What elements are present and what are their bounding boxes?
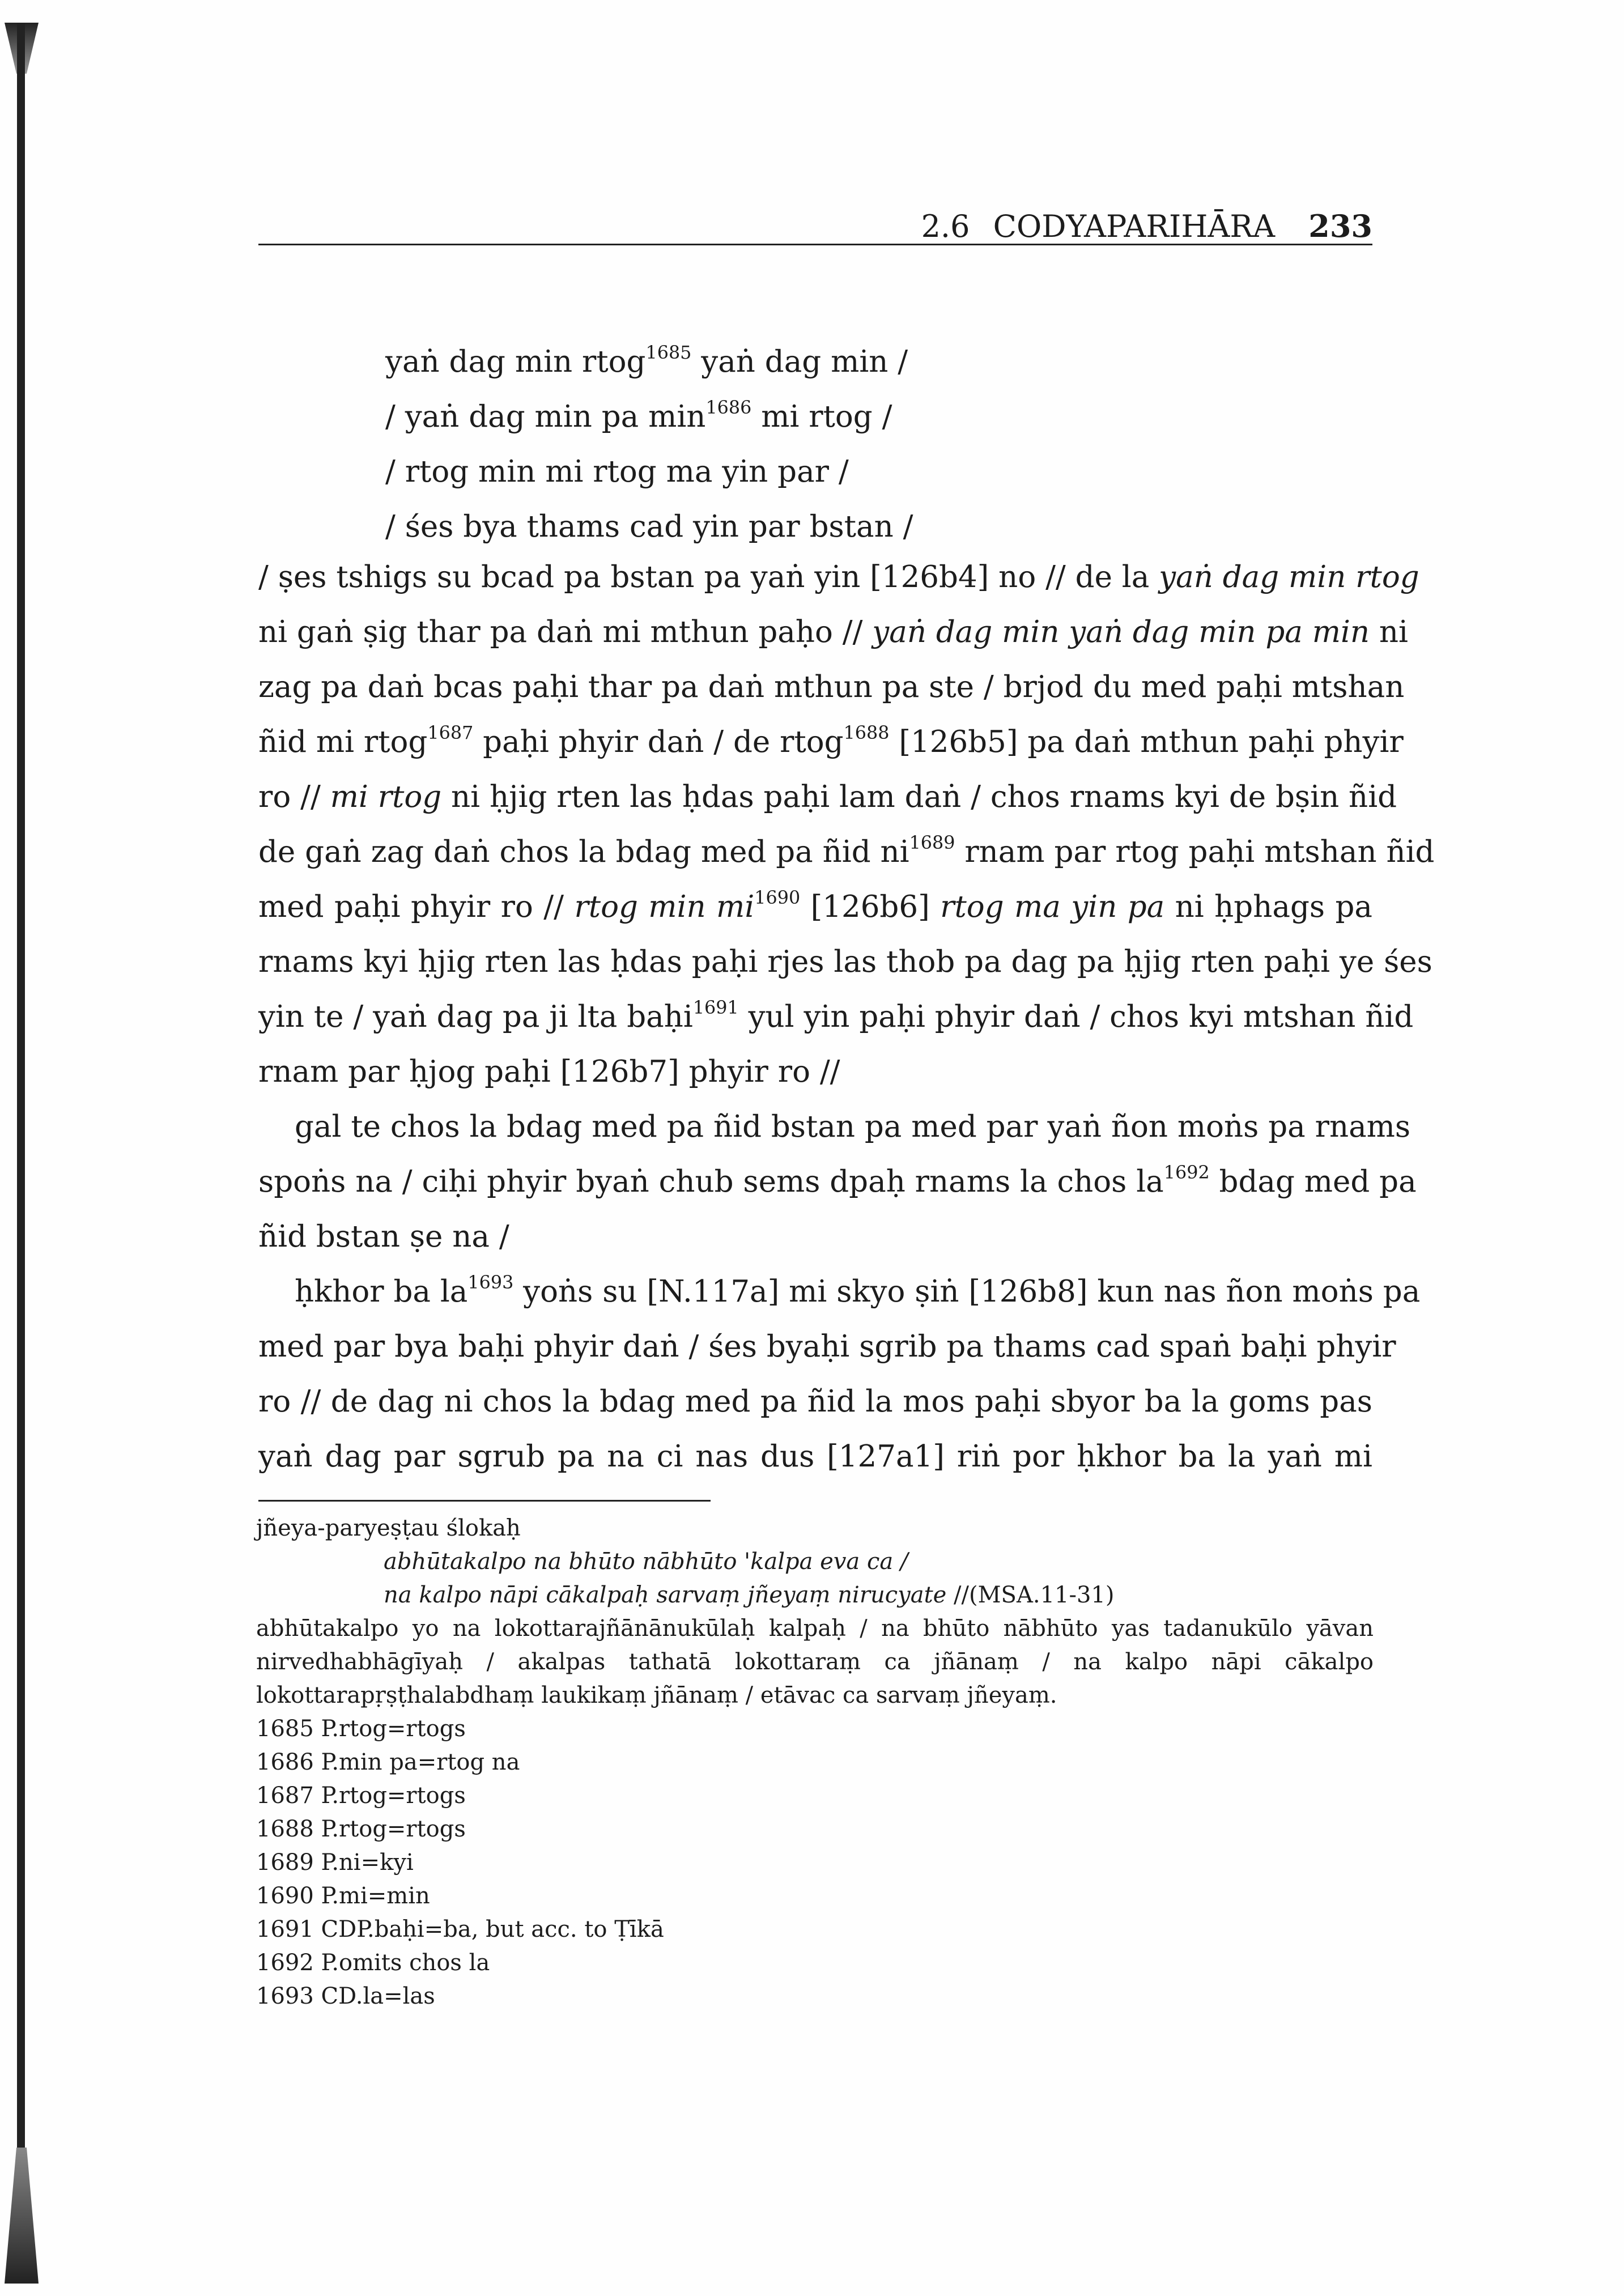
text-line: gal te chos la bdag med pa ñid bstan pa med par yaṅ ñon moṅs pa rnams bbox=[295, 1109, 1411, 1144]
main-text bbox=[258, 550, 1435, 1484]
text-line: zag pa daṅ bcas paḥi thar pa daṅ mthun pa ste / brjod du med paḥi mtshan bbox=[258, 670, 1405, 704]
footnote-1689: 1689 P.ni=kyi bbox=[256, 1849, 414, 1876]
footnotes-area bbox=[256, 1512, 1374, 2013]
text-line: ñid bstan ṣe na / bbox=[258, 1219, 509, 1254]
footnote-ref[interactable]: 1689 bbox=[909, 832, 955, 854]
sanskrit-verse-line: na kalpo nāpi cākalpaḥ sarvaṃ jñeyaṃ nirucyate //(MSA.11-31) bbox=[384, 1582, 1115, 1608]
text-line: / ṣes tshigs su bcad pa bstan pa yaṅ yin [126b4] no // de la yaṅ dag min rtog bbox=[258, 560, 1419, 594]
sanskrit-prose-line: nirvedhabhāgīyaḥ / akalpas tathatā lokottaraṃ ca jñānaṃ / na kalpo nāpi cākalpo bbox=[256, 1649, 1374, 1675]
page-number: 233 bbox=[1308, 208, 1372, 244]
footnote-ref[interactable]: 1691 bbox=[692, 997, 739, 1019]
footnote-ref[interactable]: 1692 bbox=[1163, 1162, 1210, 1184]
footnote-1692: 1692 P.omits chos la bbox=[256, 1950, 490, 1976]
footnote-1690: 1690 P.mi=min bbox=[256, 1883, 430, 1909]
footnote-list bbox=[256, 1712, 1374, 2013]
footnote-ref[interactable]: 1685 bbox=[645, 342, 692, 364]
sanskrit-prose-line: lokottarapṛṣṭhalabdhaṃ laukikaṃ jñānaṃ / etāvac ca sarvaṃ jñeyaṃ. bbox=[256, 1682, 1057, 1708]
tibetan-verse bbox=[385, 334, 913, 554]
text-line: med paḥi phyir ro // rtog $\min mi^{1690}$ [126b6] rtog ma yin pa ni ḥphags pa bbox=[258, 887, 1373, 924]
sanskrit-intro: jñeya-paryeṣṭau ślokaḥ bbox=[256, 1515, 521, 1541]
running-header bbox=[258, 209, 1372, 245]
text-line: rnam par ḥjog paḥi [126b7] phyir ro // bbox=[258, 1055, 840, 1089]
text-line: yaṅ dag par sgrub pa na ci nas dus [127a1] riṅ por ḥkhor ba la yaṅ mi bbox=[258, 1439, 1372, 1474]
text-line: spoṅs na / ciḥi phyir byaṅ chub sems dpaḥ rnams la chos $la^{1692}$ bdag med pa bbox=[258, 1162, 1417, 1199]
footnote-ref[interactable]: 1686 bbox=[705, 397, 752, 419]
footnote-1688: 1688 P.rtog=rtogs bbox=[256, 1816, 466, 1842]
text-line: de gaṅ zag daṅ chos la bdag med pa ñid $ni^{1689}$ rnam par rtog paḥi mtshan ñid bbox=[258, 832, 1435, 869]
text-line: med par bya baḥi phyir daṅ / śes byaḥi sgrib pa thams cad spaṅ baḥi phyir bbox=[258, 1329, 1396, 1364]
footnote-1686: 1686 P.min pa=rtog na bbox=[256, 1749, 520, 1775]
text-line: ro // de dag ni chos la bdag med pa ñid la mos paḥi sbyor ba la goms pas bbox=[258, 1384, 1372, 1419]
spine-bar bbox=[17, 23, 25, 2284]
section-title: CODYAPARIHĀRA bbox=[993, 209, 1276, 244]
text-line: ro // mi rtog ni ḥjig rten las ḥdas paḥi lam daṅ / chos rnams kyi de bṣin ñid bbox=[258, 780, 1397, 814]
footnote-ref[interactable]: 1688 bbox=[843, 722, 890, 744]
footnote-ref[interactable]: 1687 bbox=[427, 722, 474, 744]
verse-line: / yaṅ dag min pa $\min^{1686}$ mi rtog / bbox=[385, 397, 892, 434]
footnote-1685: 1685 P.rtog=rtogs bbox=[256, 1716, 466, 1742]
footnote-ref[interactable]: 1690 bbox=[754, 887, 801, 909]
footnote-1691: 1691 CDP.baḥi=ba, but acc. to Ṭīkā bbox=[256, 1916, 664, 1942]
text-line: yin te / yaṅ dag pa ji lta baḥi$^{1691}$ yul yin paḥi phyir daṅ / chos kyi mtshan ñid bbox=[258, 997, 1414, 1034]
verse-reference: //(MSA.11-31) bbox=[946, 1582, 1115, 1608]
text-line: rnams kyi ḥjig rten las ḥdas paḥi rjes las thob pa dag pa ḥjig rten paḥi ye śes bbox=[258, 945, 1432, 979]
book-spine-shadow bbox=[5, 23, 39, 2284]
sanskrit-prose-line: abhūtakalpo yo na lokottarajñānānukūlaḥ kalpaḥ / na bhūto nābhūto yas tadanukūlo yāvan bbox=[256, 1615, 1374, 1642]
footnote-1693: 1693 CD.la=las bbox=[256, 1983, 435, 2009]
text-line: ñid mi rtog$^{1687}$ paḥi phyir daṅ / de rtog$^{1688}$ [126b5] pa daṅ mthun paḥi phyir bbox=[258, 722, 1404, 759]
verse-line: yaṅ dag min rtog$^{1685}$ yaṅ dag min / bbox=[385, 342, 908, 379]
footnote-ref[interactable]: 1693 bbox=[467, 1272, 514, 1294]
spine-bottom-edge bbox=[5, 2148, 39, 2284]
footnote-1687: 1687 P.rtog=rtogs bbox=[256, 1783, 466, 1809]
verse-line: / rtog min mi rtog ma yin par / bbox=[385, 454, 849, 489]
verse-line: / śes bya thams cad yin par bstan / bbox=[385, 509, 913, 544]
sanskrit-verse-line: abhūtakalpo na bhūto nābhūto 'kalpa eva ca / bbox=[384, 1549, 908, 1575]
text-line: ḥkhor ba $la^{1693}$ yoṅs su [N.117a] mi skyo ṣiṅ [126b8] kun nas ñon moṅs pa bbox=[295, 1272, 1421, 1309]
section-number: 2.6 bbox=[921, 209, 970, 244]
text-line: ni gaṅ ṣig thar pa daṅ mi mthun paḥo // yaṅ dag min yaṅ dag min pa min ni bbox=[258, 615, 1408, 649]
footnote-separator bbox=[258, 1500, 711, 1502]
